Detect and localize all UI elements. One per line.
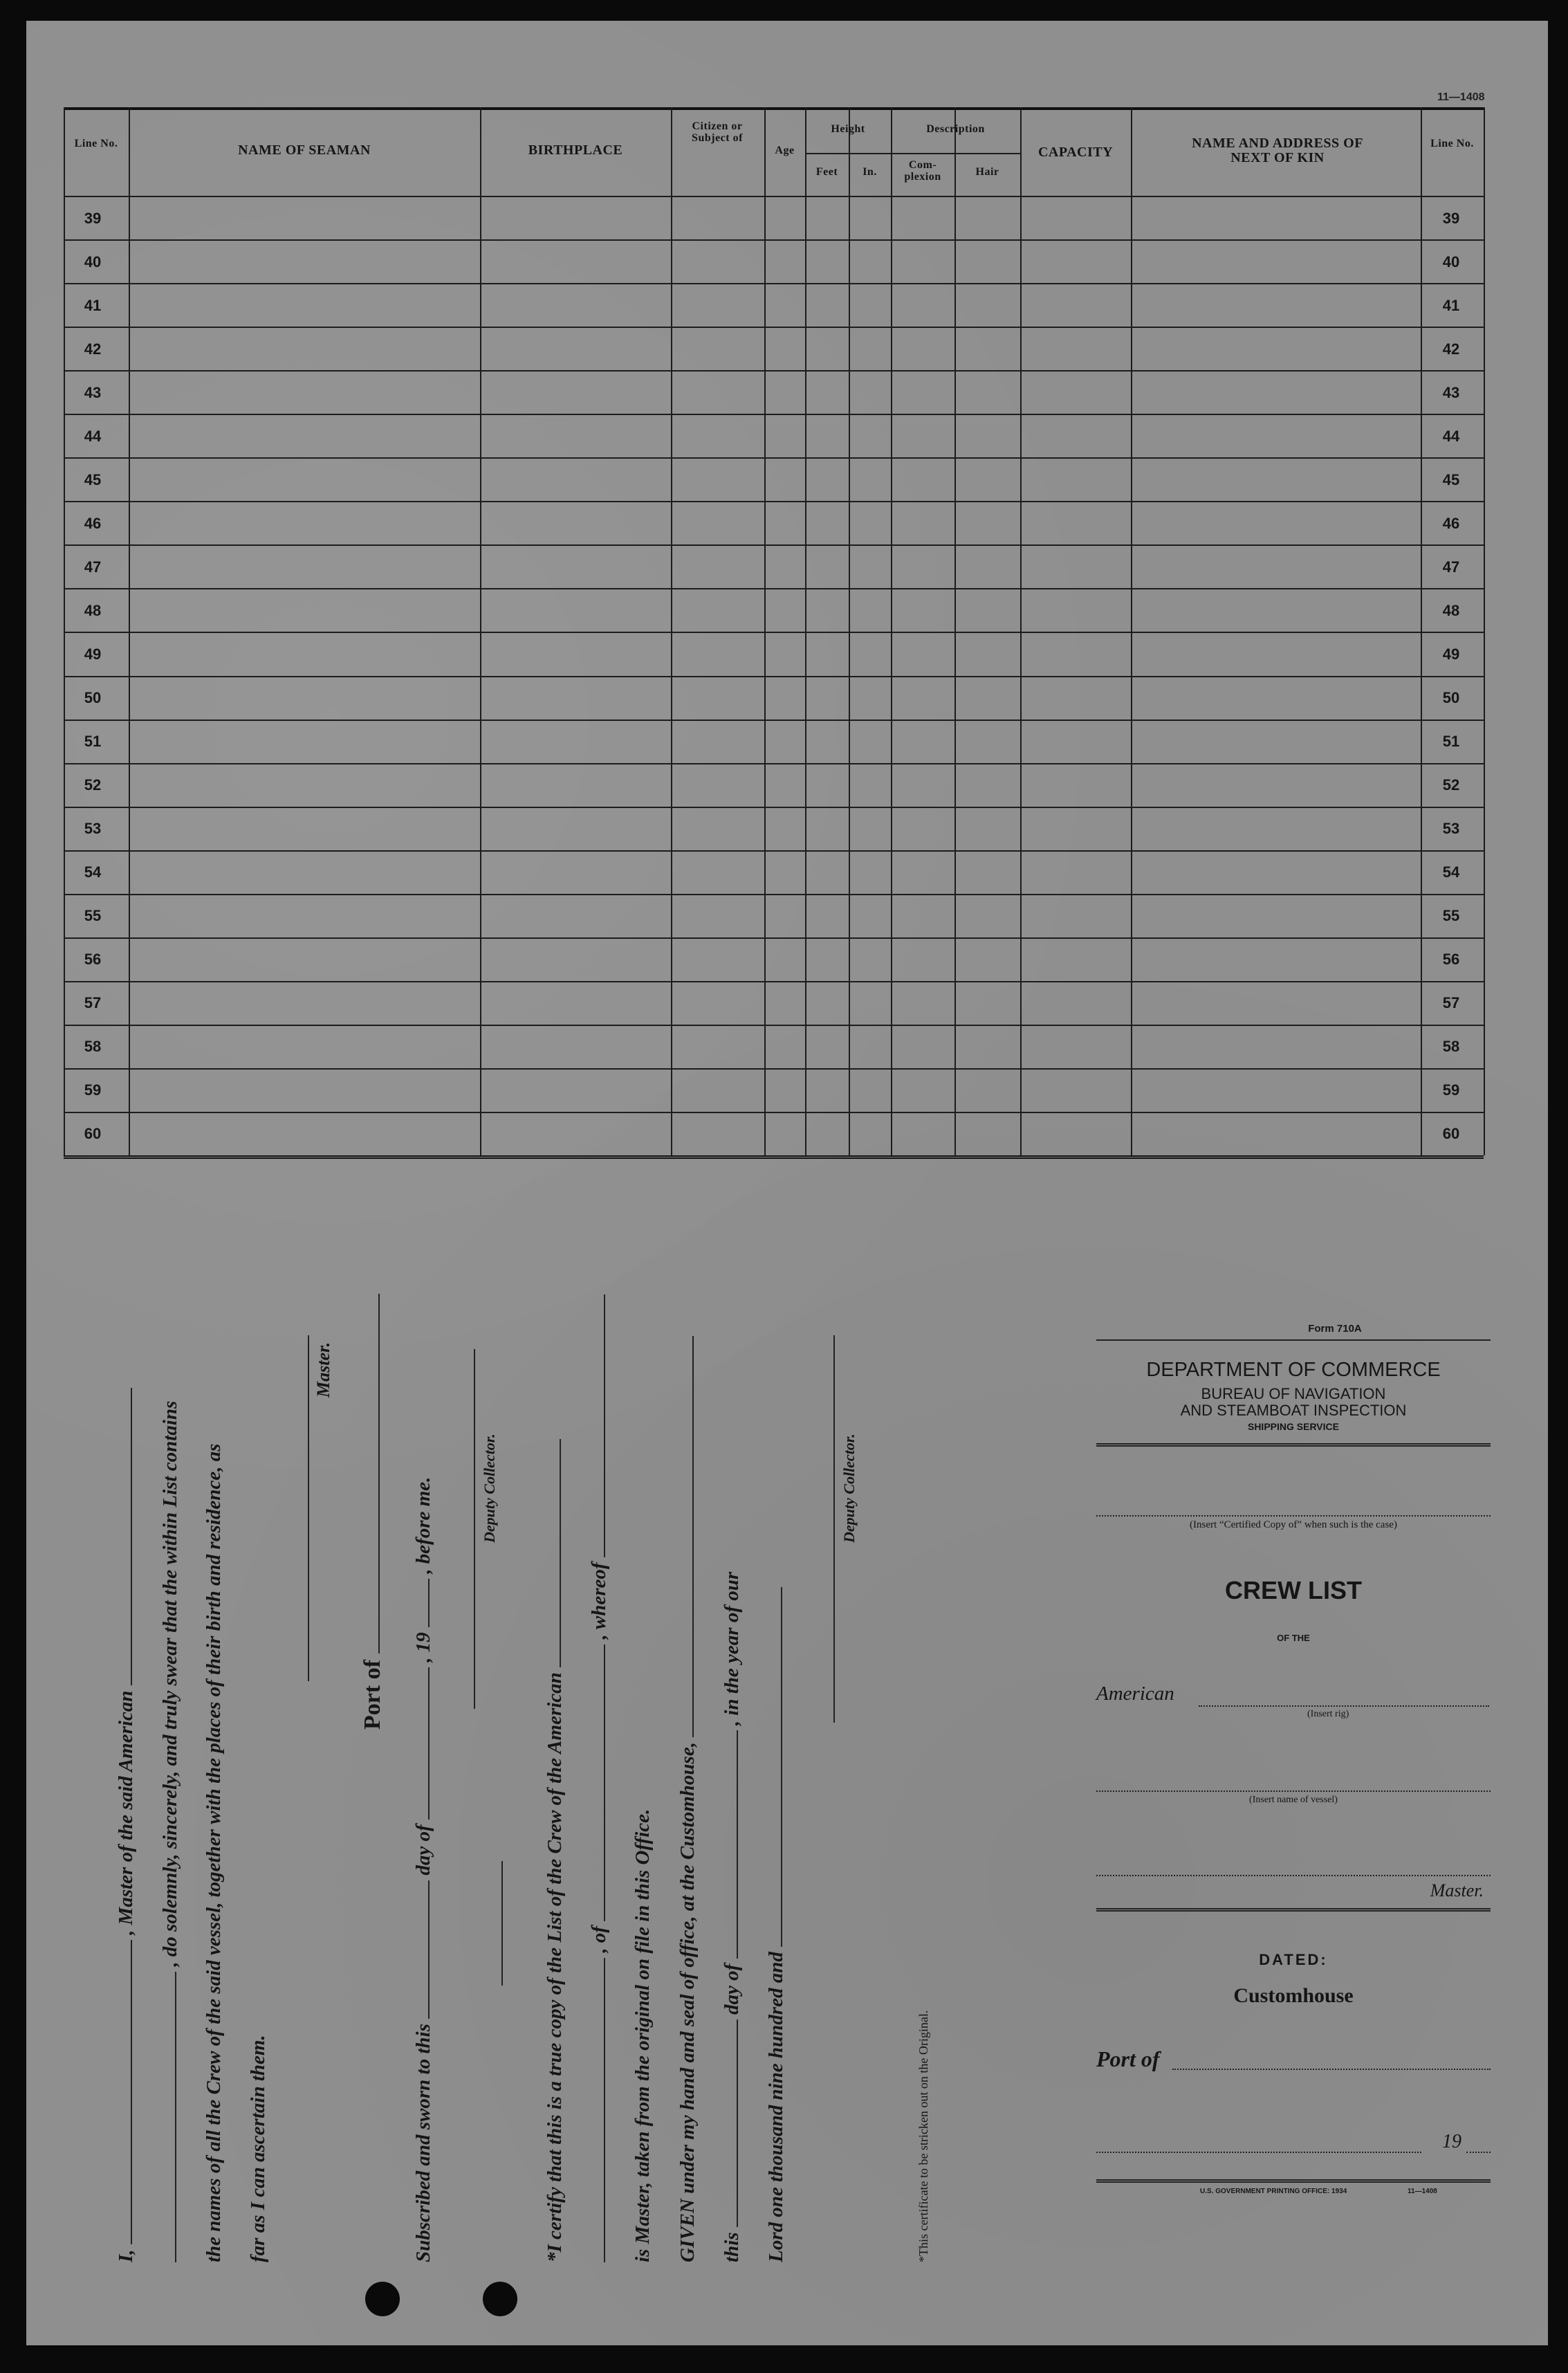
row-divider <box>64 283 1484 284</box>
line-number-left: 42 <box>84 340 102 358</box>
deputy-collector-signature-line-2[interactable] <box>833 1335 835 1723</box>
panel-top-rule <box>1096 1339 1491 1341</box>
line-number-left: 54 <box>84 863 102 881</box>
header-description: Description <box>926 123 985 135</box>
panel-double-rule <box>1096 1443 1491 1447</box>
line-number-left: 60 <box>84 1125 102 1143</box>
rig-line[interactable] <box>1199 1705 1489 1707</box>
crew-table <box>64 107 1484 1155</box>
certify-whereof: , whereof <box>588 1562 610 1640</box>
subscribed-day-of: day of <box>412 1824 434 1876</box>
lord-year-blank[interactable] <box>764 1587 782 1947</box>
line-number-left: 40 <box>84 253 102 271</box>
row-divider <box>64 588 1484 589</box>
deputy-collector-label-2: Deputy Collector. <box>840 1433 858 1543</box>
line-number-right: 46 <box>1442 514 1460 532</box>
line-number-right: 54 <box>1442 863 1460 881</box>
line-number-left: 43 <box>84 383 102 401</box>
certify-text: *I certify that this is a true copy of the List of the Crew of the American <box>544 1672 566 2262</box>
header-capacity: CAPACITY <box>1037 145 1114 160</box>
line-number-left: 46 <box>84 514 102 532</box>
deputy-collector-signature-line[interactable] <box>474 1349 475 1709</box>
line-number-right: 44 <box>1442 427 1460 445</box>
footnote: *This certificate to be stricken out on the Original. <box>916 2010 930 2262</box>
line-number-left: 53 <box>84 820 102 838</box>
row-divider <box>64 544 1484 546</box>
crew-list-title: CREW LIST <box>1225 1576 1362 1604</box>
line-number-left: 49 <box>84 645 102 663</box>
line-number-left: 48 <box>84 601 102 619</box>
line-number-right: 56 <box>1442 951 1460 969</box>
line-number-right: 47 <box>1442 558 1460 576</box>
row-divider <box>64 1112 1484 1113</box>
row-divider <box>64 457 1484 459</box>
this-label: this <box>721 2232 743 2262</box>
certify-vessel-blank[interactable] <box>543 1439 561 1667</box>
dated-label: DATED: <box>1259 1951 1328 1968</box>
port-of-label: Port of <box>360 1659 385 1730</box>
header-line-no: Line No. <box>74 138 118 149</box>
form-number: Form 710A <box>1308 1323 1362 1335</box>
line-number-left: 44 <box>84 427 102 445</box>
master-line[interactable] <box>1096 1875 1491 1876</box>
row-divider <box>64 937 1484 939</box>
header-complexion: Com-plexion <box>904 159 941 183</box>
bureau-line-2: AND STEAMBOAT INSPECTION <box>1180 1402 1407 1419</box>
subscribed-year-blank[interactable] <box>412 1579 430 1627</box>
line-number-right: 52 <box>1442 776 1460 794</box>
bottom-double-rule <box>1096 2179 1491 2183</box>
line-number-left: 58 <box>84 1038 102 1056</box>
given-month-blank[interactable] <box>720 1730 738 1959</box>
line-number-left: 57 <box>84 994 102 1012</box>
in-year-of-our: , in the year of our <box>721 1571 743 1726</box>
line-number-right: 45 <box>1442 470 1460 488</box>
header-next-of-kin: NAME AND ADDRESS OF NEXT OF KIN <box>1192 136 1363 165</box>
nineteen-label: 19 <box>1442 2131 1461 2152</box>
row-divider <box>64 894 1484 895</box>
lord-text: Lord one thousand nine hundred and <box>765 1952 787 2262</box>
subscribed-day-blank[interactable] <box>412 1880 430 2019</box>
row-divider <box>64 414 1484 415</box>
insert-rig: (Insert rig) <box>1307 1709 1349 1719</box>
bureau-line-1: BUREAU OF NAVIGATION <box>1201 1385 1386 1402</box>
line-number-right: 53 <box>1442 820 1460 838</box>
printer-code: 11—1408 <box>1408 2188 1437 2195</box>
year-line[interactable] <box>1466 2152 1491 2153</box>
oath-names-of-crew: the names of all the Crew of the said vessel, together with the places of their birth and residence, as <box>203 1443 225 2262</box>
header-hair: Hair <box>975 166 999 178</box>
line-number-right: 42 <box>1442 340 1460 358</box>
master-name-blank[interactable] <box>114 1940 132 2244</box>
punch-hole <box>483 2282 517 2316</box>
line-number-right: 40 <box>1442 253 1460 271</box>
of-the: OF THE <box>1277 1633 1310 1643</box>
line-number-left: 52 <box>84 776 102 794</box>
row-divider <box>64 763 1484 764</box>
row-divider <box>64 632 1484 633</box>
row-divider <box>64 676 1484 677</box>
insert-vessel-name: (Insert name of vessel) <box>1249 1795 1338 1805</box>
oath-master-of-american: , Master of the said American <box>115 1690 137 1935</box>
line-number-left: 59 <box>84 1081 102 1099</box>
customhouse-label: Customhouse <box>1233 1984 1354 2007</box>
header-line-no-right: Line No. <box>1430 138 1474 149</box>
oath-swear: , do solemnly, sincerely, and truly swear that the within List contains <box>159 1400 181 1967</box>
master-signature-line[interactable] <box>308 1335 309 1681</box>
given-customhouse-blank[interactable] <box>676 1336 694 1737</box>
certify-of-blank-1[interactable] <box>587 1958 605 2262</box>
deputy-collector-label: Deputy Collector. <box>481 1433 498 1543</box>
insert-certified-copy: (Insert “Certified Copy of” when such is the case) <box>1190 1519 1397 1530</box>
header-citizen: Citizen or Subject of <box>692 120 743 144</box>
given-text: GIVEN under my hand and seal of office, at the Customhouse, <box>676 1742 699 2262</box>
row-divider <box>64 370 1484 372</box>
row-divider <box>64 239 1484 241</box>
oath-certificate <box>114 1238 1013 2262</box>
header-name-of-seaman: NAME OF SEAMAN <box>238 143 371 158</box>
row-divider <box>64 501 1484 502</box>
line-number-left: 50 <box>84 689 102 707</box>
certified-copy-line[interactable] <box>1096 1515 1491 1517</box>
row-divider <box>64 1025 1484 1026</box>
line-number-right: 50 <box>1442 689 1460 707</box>
given-day-of: day of <box>721 1963 743 2015</box>
header-birthplace: BIRTHPLACE <box>528 143 623 158</box>
line-number-left: 41 <box>84 296 102 314</box>
form-code: 11—1408 <box>1437 91 1485 103</box>
line-number-left: 55 <box>84 907 102 925</box>
short-rule <box>501 1861 503 1986</box>
line-number-right: 57 <box>1442 994 1460 1012</box>
this-day-blank[interactable] <box>720 2019 738 2227</box>
date-line[interactable] <box>1096 2152 1421 2153</box>
subscribed-text: Subscribed and sworn to this <box>412 2024 434 2262</box>
oath-i: I, <box>115 2249 137 2262</box>
line-number-right: 55 <box>1442 907 1460 925</box>
line-number-right: 49 <box>1442 645 1460 663</box>
certify-whereof-blank[interactable] <box>587 1294 605 1557</box>
master-label-panel: Master. <box>1430 1880 1484 1900</box>
oath-blank-2[interactable] <box>158 1972 176 2262</box>
master-double-rule <box>1096 1908 1491 1912</box>
oath-ascertain: far as I can ascertain them. <box>247 2035 269 2262</box>
row-divider <box>64 327 1484 328</box>
row-divider <box>64 1068 1484 1070</box>
line-number-right: 51 <box>1442 733 1460 751</box>
master-label: Master. <box>313 1341 333 1398</box>
header-feet: Feet <box>815 166 838 178</box>
printer-line: U.S. GOVERNMENT PRINTING OFFICE: 1934 <box>1200 2188 1347 2195</box>
punch-hole <box>365 2282 400 2316</box>
line-number-left: 56 <box>84 951 102 969</box>
certify-is-master: is Master, taken from the original on file in this Office. <box>631 1808 654 2262</box>
certify-of: , of <box>588 1926 610 1953</box>
line-number-left: 39 <box>84 209 102 227</box>
line-number-right: 41 <box>1442 296 1460 314</box>
port-of-panel: Port of <box>1096 2046 1160 2071</box>
line-number-right: 43 <box>1442 383 1460 401</box>
header-inches: In. <box>863 166 877 178</box>
line-number-left: 51 <box>84 733 102 751</box>
row-divider <box>64 850 1484 852</box>
shipping-service: SHIPPING SERVICE <box>1247 1421 1339 1432</box>
line-number-right: 58 <box>1442 1038 1460 1056</box>
vessel-name-blank[interactable] <box>114 1388 132 1685</box>
line-number-right: 59 <box>1442 1081 1460 1099</box>
row-divider <box>64 720 1484 721</box>
line-number-left: 45 <box>84 470 102 488</box>
line-number-right: 48 <box>1442 601 1460 619</box>
row-divider <box>64 981 1484 982</box>
american-label: American <box>1096 1683 1174 1705</box>
certify-of-blank-2[interactable] <box>587 1644 605 1921</box>
line-number-right: 60 <box>1442 1125 1460 1143</box>
header-height: Height <box>831 123 865 135</box>
port-of-blank[interactable] <box>362 1294 380 1653</box>
line-number-right: 39 <box>1442 209 1460 227</box>
subscribed-before-me: , before me. <box>412 1476 434 1574</box>
line-number-left: 47 <box>84 558 102 576</box>
row-divider <box>64 807 1484 808</box>
header-age: Age <box>775 145 795 156</box>
subscribed-month-blank[interactable] <box>412 1667 430 1820</box>
subscribed-nineteen: , 19 <box>412 1632 434 1662</box>
vessel-name-line[interactable] <box>1096 1790 1491 1792</box>
department-title: DEPARTMENT OF COMMERCE <box>1146 1359 1441 1381</box>
port-of-line[interactable] <box>1172 2069 1491 2070</box>
